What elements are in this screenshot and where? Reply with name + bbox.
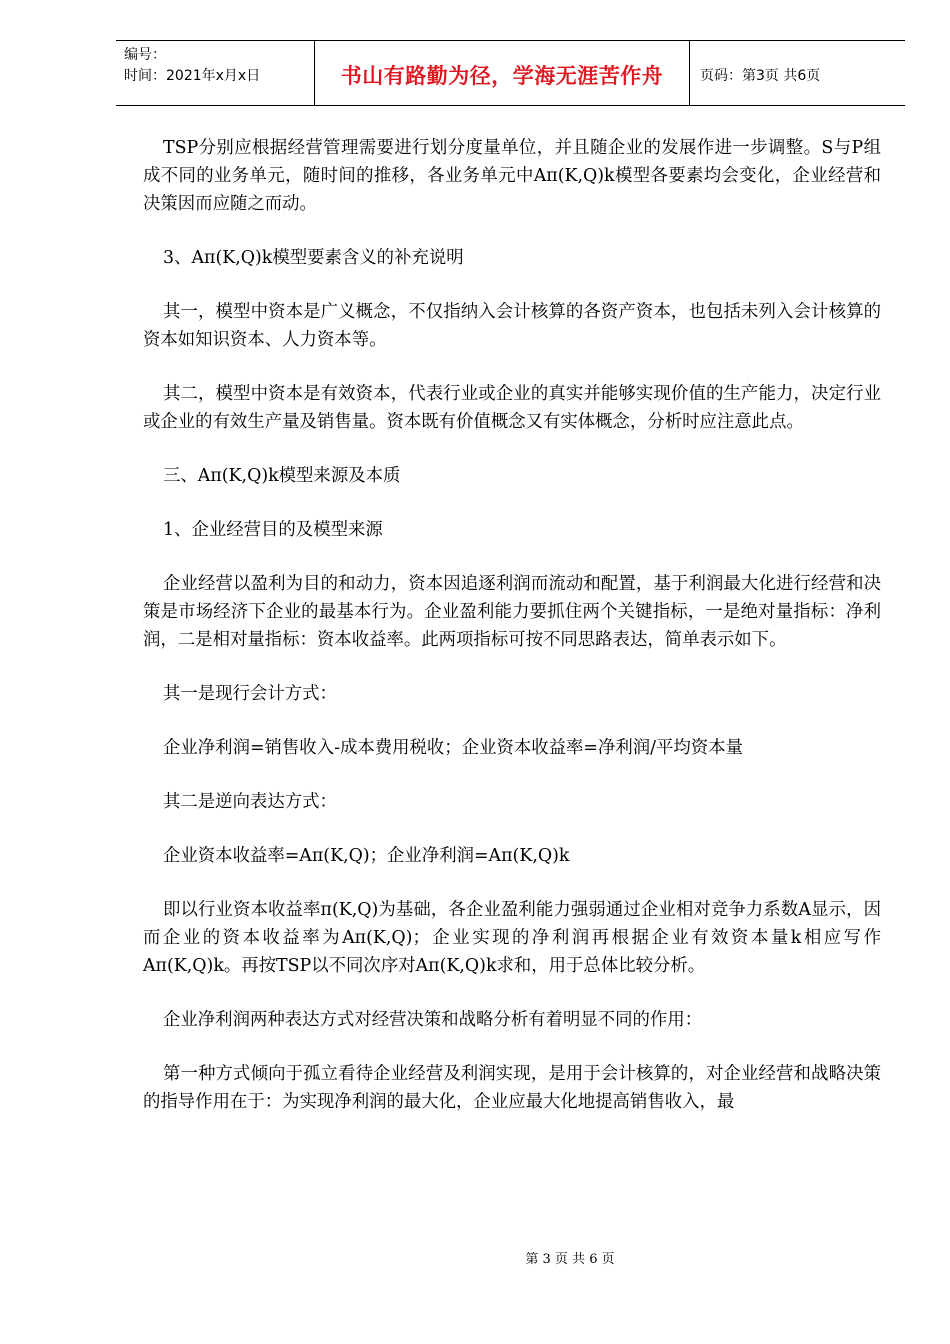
header-motto: 书山有路勤为径，学海无涯苦作舟 xyxy=(315,41,690,105)
formula-line: 企业资本收益率=Aπ(K,Q)；企业净利润=Aπ(K,Q)k xyxy=(163,846,570,866)
formula-line: 企业净利润=销售收入-成本费用税收；企业资本收益率=净利润/平均资本量 xyxy=(163,738,743,758)
paragraph: 第一种方式倾向于孤立看待企业经营及利润实现，是用于会计核算的，对企业经营和战略决策的指导作用在于：为实现净利润的最大化，企业应最大化地提高销售收入，最 xyxy=(143,1064,881,1112)
number-label: 编号： xyxy=(124,47,166,63)
paragraph: 即以行业资本收益率π(K,Q)为基础，各企业盈利能力强弱通过企业相对竞争力系数A显示，因而企业的资本收益率为Aπ(K,Q)；企业实现的净利润再根据企业有效资本量k相应写作Aπ(K,Q)k。再按TSP以不同次序对Aπ(K,Q)k求和，用于总体比较分析。 xyxy=(143,900,881,976)
paragraph: TSP分别应根据经营管理需要进行划分度量单位，并且随企业的发展作进一步调整。S与P组成不同的业务单元，随时间的推移，各业务单元中Aπ(K,Q)k模型各要素均会变化，企业经营和决策因而应随之而动。 xyxy=(143,138,881,214)
paragraph: 其一，模型中资本是广义概念，不仅指纳入会计核算的各资产资本，也包括未列入会计核算的资本如知识资本、人力资本等。 xyxy=(143,302,881,350)
paragraph: 其一是现行会计方式： xyxy=(163,684,337,704)
page-footer: 第 3 页 共 6 页 xyxy=(525,1252,615,1267)
section-heading: 1、企业经营目的及模型来源 xyxy=(163,520,383,540)
section-heading: 三、Aπ(K,Q)k模型来源及本质 xyxy=(163,466,401,486)
document-body xyxy=(143,134,881,1116)
time-label: 时间：2021年x月x日 xyxy=(124,68,261,84)
header-table xyxy=(116,40,905,106)
header-page-info: 页码：第3页 共6页 xyxy=(700,68,821,84)
header-meta xyxy=(116,41,315,105)
paragraph: 企业经营以盈利为目的和动力，资本因追逐利润而流动和配置，基于利润最大化进行经营和决策是市场经济下企业的最基本行为。企业盈利能力要抓住两个关键指标，一是绝对量指标：净利润，二是相对量指标：资本收益率。此两项指标可按不同思路表达，简单表示如下。 xyxy=(143,574,881,650)
paragraph: 其二，模型中资本是有效资本，代表行业或企业的真实并能够实现价值的生产能力，决定行业或企业的有效生产量及销售量。资本既有价值概念又有实体概念，分析时应注意此点。 xyxy=(143,384,881,432)
section-heading: 3、Aπ(K,Q)k模型要素含义的补充说明 xyxy=(163,248,464,268)
paragraph: 企业净利润两种表达方式对经营决策和战略分析有着明显不同的作用： xyxy=(163,1010,703,1030)
paragraph: 其二是逆向表达方式： xyxy=(163,792,337,812)
